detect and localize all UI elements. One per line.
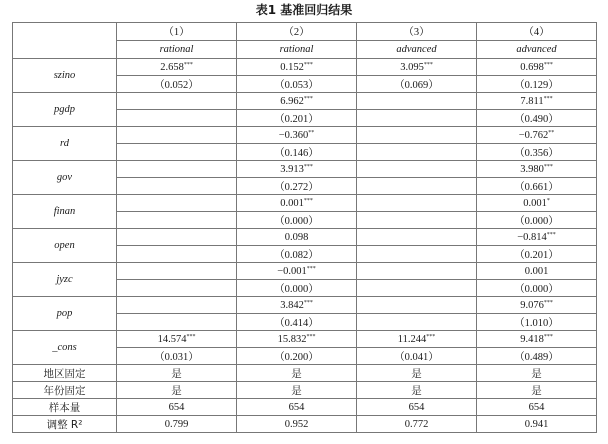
variable-name: _cons bbox=[13, 331, 117, 365]
standard-error-cell: （0.200） bbox=[237, 348, 357, 365]
standard-error-cell: （0.661） bbox=[477, 178, 597, 195]
standard-error-cell bbox=[117, 144, 237, 161]
significance-stars: ** bbox=[308, 129, 315, 136]
coefficient-cell bbox=[357, 229, 477, 246]
regression-table bbox=[12, 22, 597, 433]
coefficient-value: 0.001 bbox=[523, 197, 547, 209]
variable-name: gov bbox=[13, 161, 117, 195]
significance-stars: *** bbox=[546, 231, 556, 238]
coefficient-cell bbox=[477, 161, 597, 178]
coefficient-cell bbox=[357, 331, 477, 348]
footer-value: 是 bbox=[117, 365, 237, 382]
footer-value: 654 bbox=[357, 399, 477, 416]
coefficient-cell bbox=[237, 331, 357, 348]
dependent-variable: advanced bbox=[477, 41, 597, 59]
coefficient-value: 6.962 bbox=[280, 95, 304, 107]
footer-row bbox=[13, 399, 597, 416]
coefficient-row bbox=[13, 59, 597, 76]
coefficient-cell bbox=[357, 59, 477, 76]
footer-value: 是 bbox=[117, 382, 237, 399]
significance-stars: ** bbox=[548, 129, 555, 136]
coefficient-cell bbox=[477, 195, 597, 212]
footer-value: 是 bbox=[237, 382, 357, 399]
coefficient-value: 0.001 bbox=[280, 197, 304, 209]
variable-name: szino bbox=[13, 59, 117, 93]
coefficient-cell bbox=[117, 161, 237, 178]
coefficient-value: 7.811 bbox=[520, 95, 544, 107]
significance-stars: * bbox=[546, 197, 550, 204]
footer-row bbox=[13, 416, 597, 433]
coefficient-value: 0.698 bbox=[520, 61, 544, 73]
standard-error-cell bbox=[357, 314, 477, 331]
footer-value: 654 bbox=[117, 399, 237, 416]
column-number: （2） bbox=[237, 23, 357, 41]
column-number-row bbox=[13, 23, 597, 41]
coefficient-cell bbox=[357, 127, 477, 144]
significance-stars: *** bbox=[303, 163, 313, 170]
coefficient-value: 0.098 bbox=[284, 231, 309, 243]
standard-error-cell: （0.031） bbox=[117, 348, 237, 365]
coefficient-cell bbox=[477, 229, 597, 246]
significance-stars: *** bbox=[543, 95, 553, 102]
significance-stars: *** bbox=[306, 265, 316, 272]
significance-stars: *** bbox=[423, 61, 433, 68]
column-number: （1） bbox=[117, 23, 237, 41]
significance-stars: *** bbox=[306, 333, 316, 340]
coefficient-cell bbox=[117, 263, 237, 280]
footer-value: 0.772 bbox=[357, 416, 477, 433]
standard-error-cell bbox=[357, 178, 477, 195]
variable-name: jyzc bbox=[13, 263, 117, 297]
coefficient-cell bbox=[477, 59, 597, 76]
coefficient-cell bbox=[117, 229, 237, 246]
footer-value: 0.952 bbox=[237, 416, 357, 433]
footer-label: 年份固定 bbox=[13, 382, 117, 399]
coefficient-cell bbox=[237, 93, 357, 110]
footer-value: 654 bbox=[477, 399, 597, 416]
coefficient-row bbox=[13, 127, 597, 144]
standard-error-cell bbox=[117, 212, 237, 229]
coefficient-cell bbox=[237, 127, 357, 144]
standard-error-cell: （0.000） bbox=[237, 280, 357, 297]
coefficient-value: 0.152 bbox=[280, 61, 304, 73]
standard-error-cell bbox=[357, 280, 477, 297]
significance-stars: *** bbox=[186, 333, 196, 340]
standard-error-cell: （0.356） bbox=[477, 144, 597, 161]
coefficient-row bbox=[13, 229, 597, 246]
coefficient-row bbox=[13, 161, 597, 178]
footer-value: 0.941 bbox=[477, 416, 597, 433]
coefficient-value: 14.574 bbox=[157, 333, 187, 345]
coefficient-value: 9.418 bbox=[520, 333, 544, 345]
standard-error-cell bbox=[357, 246, 477, 263]
coefficient-cell bbox=[357, 297, 477, 314]
coefficient-value: 3.095 bbox=[400, 61, 424, 73]
coefficient-cell bbox=[237, 59, 357, 76]
standard-error-cell: （0.201） bbox=[477, 246, 597, 263]
coefficient-cell bbox=[117, 331, 237, 348]
coefficient-row bbox=[13, 93, 597, 110]
standard-error-cell: （0.490） bbox=[477, 110, 597, 127]
significance-stars: *** bbox=[303, 299, 313, 306]
coefficient-value: −0.360 bbox=[278, 129, 309, 141]
significance-stars: *** bbox=[543, 163, 553, 170]
coefficient-value: 9.076 bbox=[520, 299, 544, 311]
standard-error-cell: （0.414） bbox=[237, 314, 357, 331]
coefficient-row bbox=[13, 195, 597, 212]
coefficient-value: 2.658 bbox=[160, 61, 184, 73]
coefficient-value: −0.001 bbox=[277, 265, 307, 277]
variable-name: pop bbox=[13, 297, 117, 331]
standard-error-cell: （0.201） bbox=[237, 110, 357, 127]
coefficient-value: 11.244 bbox=[397, 333, 427, 345]
significance-stars: *** bbox=[183, 61, 193, 68]
significance-stars: *** bbox=[303, 95, 313, 102]
coefficient-cell bbox=[237, 263, 357, 280]
coefficient-cell bbox=[477, 127, 597, 144]
table-title: 表1 基准回归结果 bbox=[255, 3, 353, 17]
footer-value: 是 bbox=[477, 382, 597, 399]
coefficient-cell bbox=[117, 297, 237, 314]
coefficient-value: 3.842 bbox=[280, 299, 304, 311]
footer-value: 是 bbox=[357, 382, 477, 399]
column-number: （4） bbox=[477, 23, 597, 41]
standard-error-cell: （0.000） bbox=[477, 212, 597, 229]
coefficient-cell bbox=[237, 195, 357, 212]
standard-error-cell: （0.146） bbox=[237, 144, 357, 161]
standard-error-cell: （1.010） bbox=[477, 314, 597, 331]
standard-error-cell: （0.129） bbox=[477, 76, 597, 93]
significance-stars: *** bbox=[543, 333, 553, 340]
coefficient-cell bbox=[357, 161, 477, 178]
coefficient-cell bbox=[237, 229, 357, 246]
significance-stars: *** bbox=[543, 61, 553, 68]
standard-error-cell: （0.041） bbox=[357, 348, 477, 365]
variable-name: pgdp bbox=[13, 93, 117, 127]
footer-row bbox=[13, 365, 597, 382]
variable-name: rd bbox=[13, 127, 117, 161]
coefficient-row bbox=[13, 297, 597, 314]
standard-error-cell bbox=[117, 246, 237, 263]
variable-name: finan bbox=[13, 195, 117, 229]
coefficient-cell bbox=[237, 161, 357, 178]
standard-error-cell: （0.052） bbox=[117, 76, 237, 93]
dependent-variable: rational bbox=[117, 41, 237, 59]
coefficient-cell bbox=[357, 93, 477, 110]
coefficient-row bbox=[13, 331, 597, 348]
standard-error-cell: （0.000） bbox=[477, 280, 597, 297]
standard-error-cell: （0.000） bbox=[237, 212, 357, 229]
coefficient-cell bbox=[117, 195, 237, 212]
footer-label: 样本量 bbox=[13, 399, 117, 416]
standard-error-cell bbox=[357, 110, 477, 127]
coefficient-value: 3.913 bbox=[280, 163, 304, 175]
coefficient-cell bbox=[477, 331, 597, 348]
coefficient-cell bbox=[477, 263, 597, 280]
footer-value: 是 bbox=[237, 365, 357, 382]
footer-value: 是 bbox=[357, 365, 477, 382]
standard-error-cell: （0.489） bbox=[477, 348, 597, 365]
significance-stars: *** bbox=[426, 333, 436, 340]
coefficient-cell bbox=[237, 297, 357, 314]
footer-label: 调整 R² bbox=[13, 416, 117, 433]
standard-error-cell bbox=[357, 144, 477, 161]
coefficient-cell bbox=[357, 195, 477, 212]
standard-error-cell bbox=[117, 178, 237, 195]
dependent-variable: rational bbox=[237, 41, 357, 59]
regression-table-body bbox=[13, 23, 597, 433]
coefficient-cell bbox=[477, 297, 597, 314]
footer-value: 654 bbox=[237, 399, 357, 416]
column-number: （3） bbox=[357, 23, 477, 41]
standard-error-cell: （0.053） bbox=[237, 76, 357, 93]
variable-name: open bbox=[13, 229, 117, 263]
coefficient-cell bbox=[117, 127, 237, 144]
footer-value: 是 bbox=[477, 365, 597, 382]
footer-row bbox=[13, 382, 597, 399]
coefficient-cell bbox=[357, 263, 477, 280]
standard-error-cell bbox=[117, 314, 237, 331]
footer-label: 地区固定 bbox=[13, 365, 117, 382]
coefficient-value: 3.980 bbox=[520, 163, 544, 175]
significance-stars: *** bbox=[543, 299, 553, 306]
coefficient-value: −0.814 bbox=[517, 231, 547, 243]
coefficient-cell bbox=[117, 93, 237, 110]
significance-stars: *** bbox=[303, 61, 313, 68]
footer-value: 0.799 bbox=[117, 416, 237, 433]
coefficient-cell bbox=[477, 93, 597, 110]
coefficient-cell bbox=[117, 59, 237, 76]
significance-stars: *** bbox=[303, 197, 313, 204]
standard-error-cell: （0.069） bbox=[357, 76, 477, 93]
standard-error-cell bbox=[117, 280, 237, 297]
coefficient-row bbox=[13, 263, 597, 280]
standard-error-cell bbox=[117, 110, 237, 127]
header-blank-cell bbox=[13, 23, 117, 59]
standard-error-cell: （0.272） bbox=[237, 178, 357, 195]
dependent-variable: advanced bbox=[357, 41, 477, 59]
standard-error-cell bbox=[357, 212, 477, 229]
coefficient-value: 15.832 bbox=[277, 333, 307, 345]
coefficient-value: 0.001 bbox=[524, 265, 549, 277]
coefficient-value: −0.762 bbox=[518, 129, 549, 141]
standard-error-cell: （0.082） bbox=[237, 246, 357, 263]
